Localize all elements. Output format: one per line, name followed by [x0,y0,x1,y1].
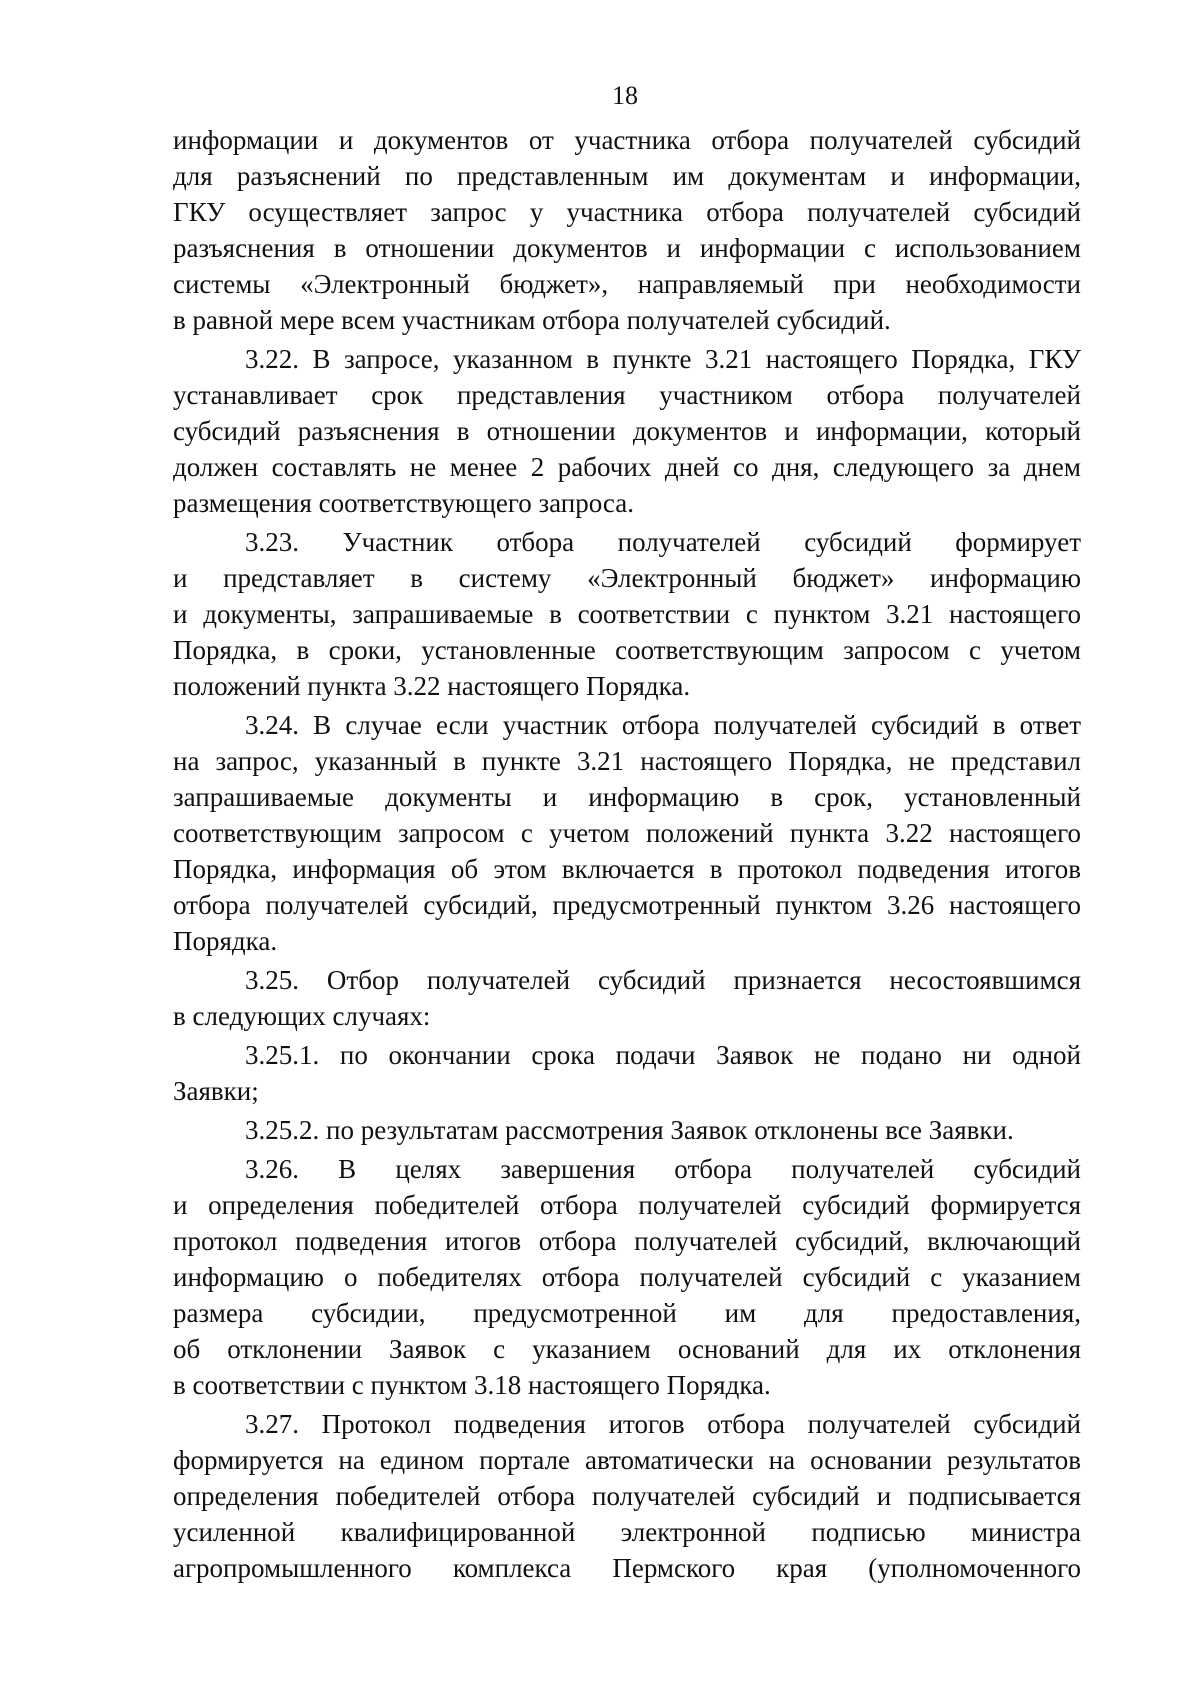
text-line: агропромышленного комплекса Пермского края (уполномоченного [173,1553,1081,1583]
text-line: в соответствии с пунктом 3.18 настоящего Порядка. [173,1370,771,1400]
paragraph-3-24-start: 3.24. В случае если участник отбора получателей субсидий в ответ [245,710,1081,740]
paragraph-3-26-start: 3.26. В целях завершения отбора получателей субсидий [245,1154,1081,1184]
text-line: должен составлять не менее 2 рабочих дней со дня, следующего за днем [173,452,1081,482]
text-line: разъяснения в отношении документов и информации с использованием [173,233,1081,263]
text-line: отбора получателей субсидий, предусмотренный пунктом 3.26 настоящего [173,890,1081,920]
text-line: информации и документов от участника отбора получателей субсидий [173,125,1081,155]
text-line: и определения победителей отбора получателей субсидий формируется [173,1190,1081,1220]
text-line: определения победителей отбора получателей субсидий и подписывается [173,1481,1081,1511]
text-line: ГКУ осуществляет запрос у участника отбора получателей субсидий [173,197,1081,227]
document-body [173,122,1081,1586]
text-line: и представляет в систему «Электронный бюджет» информацию [173,563,1081,593]
text-line: на запрос, указанный в пункте 3.21 настоящего Порядка, не представил [173,746,1081,776]
text-line: для разъяснений по представленным им документам и информации, [173,161,1081,191]
text-line: размера субсидии, предусмотренной им для предоставления, [173,1298,1081,1328]
paragraph-3-22-start: 3.22. В запросе, указанном в пункте 3.21 настоящего Порядка, ГКУ [245,344,1081,374]
paragraph-3-25-2: 3.25.2. по результатам рассмотрения Заявок отклонены все Заявки. [245,1115,1014,1145]
paragraph-3-23-start: 3.23. Участник отбора получателей субсидий формирует [245,527,1081,557]
text-line: об отклонении Заявок с указанием оснований для их отклонения [173,1334,1081,1364]
text-line: запрашиваемые документы и информацию в срок, установленный [173,782,1081,812]
text-line: размещения соответствующего запроса. [173,488,634,518]
text-line: субсидий разъяснения в отношении документов и информации, который [173,416,1081,446]
text-line: протокол подведения итогов отбора получателей субсидий, включающий [173,1226,1081,1256]
text-line: и документы, запрашиваемые в соответствии с пунктом 3.21 настоящего [173,599,1081,629]
text-line: информацию о победителях отбора получателей субсидий с указанием [173,1262,1081,1292]
text-line: системы «Электронный бюджет», направляемый при необходимости [173,269,1081,299]
text-line: формируется на едином портале автоматически на основании результатов [173,1445,1081,1475]
text-line: в равной мере всем участникам отбора получателей субсидий. [173,305,891,335]
paragraph-3-25-1-start: 3.25.1. по окончании срока подачи Заявок не подано ни одной [245,1040,1081,1070]
text-line: положений пункта 3.22 настоящего Порядка. [173,671,691,701]
text-line: Порядка. [173,926,278,956]
text-line: соответствующим запросом с учетом положений пункта 3.22 настоящего [173,818,1081,848]
text-line: в следующих случаях: [173,1001,431,1031]
text-line: Порядка, информация об этом включается в протокол подведения итогов [173,854,1081,884]
paragraph-3-27-start: 3.27. Протокол подведения итогов отбора получателей субсидий [245,1409,1081,1439]
text-line: Заявки; [173,1076,259,1106]
page-number: 18 [612,81,638,110]
text-line: устанавливает срок представления участником отбора получателей [173,380,1081,410]
text-line: усиленной квалифицированной электронной подписью министра [173,1517,1081,1547]
text-line: Порядка, в сроки, установленные соответствующим запросом с учетом [173,635,1081,665]
paragraph-3-25-start: 3.25. Отбор получателей субсидий признается несостоявшимся [245,965,1081,995]
